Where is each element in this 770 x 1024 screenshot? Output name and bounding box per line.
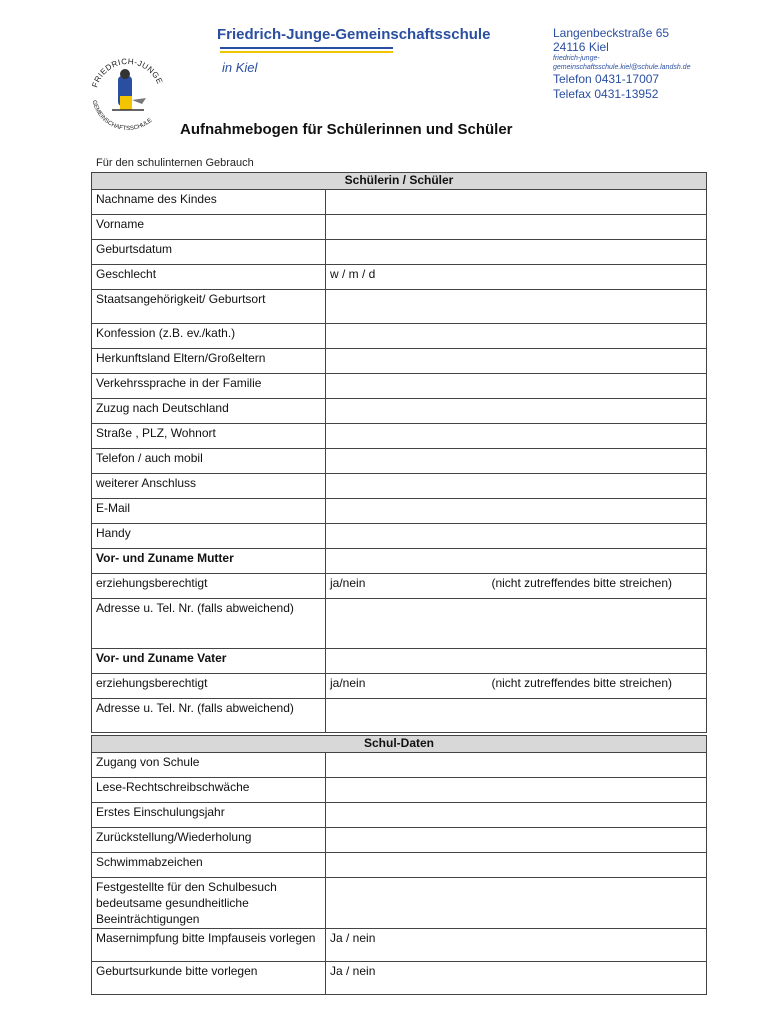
student-row (92, 240, 707, 265)
student-row (92, 474, 707, 499)
address-phone: Telefon 0431-17007 (553, 72, 660, 86)
student-label: weiterer Anschluss (92, 474, 326, 499)
school-address (553, 26, 690, 102)
svg-text:FRIEDRICH-JUNGE: FRIEDRICH-JUNGE (90, 56, 165, 89)
student-label: E-Mail (92, 499, 326, 524)
school-city: in Kiel (222, 60, 258, 75)
school-section-header: Schul-Daten (92, 736, 707, 753)
address-fax: Telefax 0431-13952 (553, 87, 659, 101)
student-row (92, 399, 707, 424)
school-field[interactable]: Ja / nein (326, 929, 707, 962)
school-field[interactable] (326, 853, 707, 878)
student-field[interactable] (326, 324, 707, 349)
student-label: Geschlecht (92, 265, 326, 290)
student-label: Herkunftsland Eltern/Großeltern (92, 349, 326, 374)
student-row (92, 215, 707, 240)
title-rule-blue (220, 47, 393, 49)
student-field[interactable] (326, 499, 707, 524)
mother-address-label: Adresse u. Tel. Nr. (falls abweichend) (92, 599, 326, 649)
student-field[interactable]: w / m / d (326, 265, 707, 290)
student-label: Telefon / auch mobil (92, 449, 326, 474)
mother-name-label: Vor- und Zuname Mutter (92, 549, 326, 574)
school-row (92, 828, 707, 853)
enrollment-form (91, 172, 707, 995)
address-zip-city: 24116 Kiel (553, 40, 609, 54)
school-field[interactable] (326, 828, 707, 853)
school-row (92, 753, 707, 778)
svg-text:GEMEINSCHAFTSSCHULE: GEMEINSCHAFTSSCHULE (90, 99, 154, 133)
father-custody-value: ja/nein (330, 676, 366, 690)
student-field[interactable] (326, 349, 707, 374)
title-rule-yellow (220, 51, 393, 53)
father-name-label: Vor- und Zuname Vater (92, 649, 326, 674)
student-label: Straße , PLZ, Wohnort (92, 424, 326, 449)
student-field[interactable] (326, 290, 707, 324)
student-row (92, 524, 707, 549)
school-field[interactable] (326, 803, 707, 828)
student-label: Vorname (92, 215, 326, 240)
mother-custody-hint: (nicht zutreffendes bitte streichen) (491, 576, 673, 590)
student-label: Staatsangehörigkeit/ Geburtsort (92, 290, 326, 324)
school-label: Festgestellte für den Schulbesuch bedeutsame gesundheitliche Beeinträchtigungen (92, 878, 326, 929)
school-row (92, 803, 707, 828)
student-row (92, 324, 707, 349)
student-row (92, 290, 707, 324)
school-label: Geburtsurkunde bitte vorlegen (92, 962, 326, 995)
internal-use-note: Für den schulinternen Gebrauch (96, 157, 254, 169)
school-field[interactable] (326, 878, 707, 929)
student-label: Nachname des Kindes (92, 190, 326, 215)
student-label: Konfession (z.B. ev./kath.) (92, 324, 326, 349)
father-address-label: Adresse u. Tel. Nr. (falls abweichend) (92, 699, 326, 733)
student-field[interactable] (326, 374, 707, 399)
student-field[interactable] (326, 190, 707, 215)
school-row (92, 853, 707, 878)
school-label: Schwimmabzeichen (92, 853, 326, 878)
mother-custody-label: erziehungsberechtigt (92, 574, 326, 599)
student-row (92, 499, 707, 524)
school-field[interactable] (326, 753, 707, 778)
school-label: Zurückstellung/Wiederholung (92, 828, 326, 853)
student-field[interactable] (326, 474, 707, 499)
school-label: Masernimpfung bitte Impfauseis vorlegen (92, 929, 326, 962)
father-custody-label: erziehungsberechtigt (92, 674, 326, 699)
school-label: Lese-Rechtschreibschwäche (92, 778, 326, 803)
school-row (92, 878, 707, 929)
student-section-header: Schülerin / Schüler (92, 173, 707, 190)
address-email-2: gemeinschaftsschule.kiel@schule.landsh.de (553, 64, 691, 71)
school-label: Zugang von Schule (92, 753, 326, 778)
school-logo (82, 48, 174, 136)
school-field[interactable] (326, 778, 707, 803)
father-custody-hint: (nicht zutreffendes bitte streichen) (491, 676, 673, 690)
father-name-field[interactable] (326, 649, 707, 674)
mother-name-field[interactable] (326, 549, 707, 574)
school-row (92, 962, 707, 995)
mother-custody-field[interactable] (326, 574, 707, 599)
student-row (92, 374, 707, 399)
address-street: Langenbeckstraße 65 (553, 26, 670, 40)
student-row (92, 449, 707, 474)
school-row (92, 778, 707, 803)
student-label: Handy (92, 524, 326, 549)
address-email-1: friedrich-junge- (553, 55, 600, 62)
student-field[interactable] (326, 240, 707, 265)
student-field[interactable] (326, 424, 707, 449)
school-label: Erstes Einschulungsjahr (92, 803, 326, 828)
father-address-field[interactable] (326, 699, 707, 733)
school-field[interactable]: Ja / nein (326, 962, 707, 995)
school-row (92, 929, 707, 962)
student-field[interactable] (326, 524, 707, 549)
mother-custody-value: ja/nein (330, 576, 366, 590)
page-title: Aufnahmebogen für Schülerinnen und Schüler (180, 121, 513, 138)
student-label: Zuzug nach Deutschland (92, 399, 326, 424)
student-row (92, 190, 707, 215)
student-label: Geburtsdatum (92, 240, 326, 265)
student-field[interactable] (326, 399, 707, 424)
student-field[interactable] (326, 449, 707, 474)
student-label: Verkehrssprache in der Familie (92, 374, 326, 399)
student-field[interactable] (326, 215, 707, 240)
student-row (92, 349, 707, 374)
father-custody-field[interactable] (326, 674, 707, 699)
student-row (92, 424, 707, 449)
mother-address-field[interactable] (326, 599, 707, 649)
school-name: Friedrich-Junge-Gemeinschaftsschule (217, 26, 491, 43)
student-row (92, 265, 707, 290)
